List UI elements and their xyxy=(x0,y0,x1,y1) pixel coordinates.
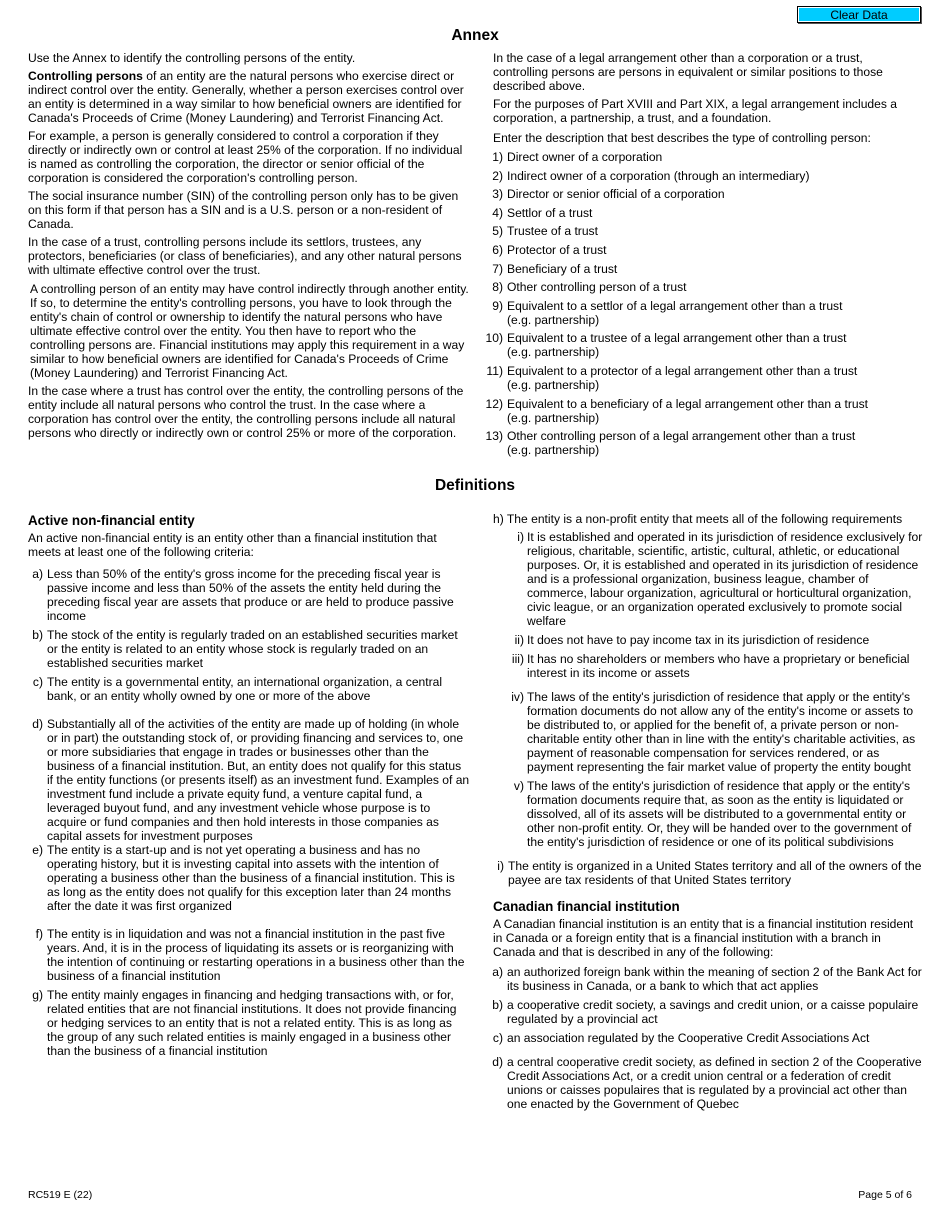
list-item: 2) Indirect owner of a corporation (through an intermediary) xyxy=(492,168,810,183)
annex-title: Annex xyxy=(451,27,499,44)
us-territory-list xyxy=(485,859,923,887)
annex-trust-paragraph: In the case of a trust, controlling persons include its settlors, trustees, any protectors, beneficiaries (or class of beneficiaries), and any other natural persons with ultimate effective control over the trust. xyxy=(28,235,462,277)
list-item: 11) Equivalent to a protector of a legal arrangement other than a trust (e.g. partnership) xyxy=(486,363,858,392)
list-item: i) It is established and operated in its jurisdiction of residence exclusively for religious, charitable, scientific, artistic, cultural, athletic, or educational purposes. Or, it is established and operated in its jurisdiction of residence and is a professional organization, business league, chamber of commerce, labour organization, agricultural or horticultural organization, civic league, or an organization operated exclusively to promote social welfare xyxy=(517,530,923,628)
canadian-fi-intro: A Canadian financial institution is an entity that is a financial institution resident in Canada or a foreign entity that is a financial institution with a branch in Canada and that is described in any of the following: xyxy=(493,917,914,959)
list-item: 5) Trustee of a trust xyxy=(492,224,598,239)
annex-trust-control-paragraph: In the case where a trust has control over the entity, the controlling persons of the entity include all natural persons who control the trust. In the case where a corporation has control over the entity, the controlling persons include all natural persons who directly or indirectly own or control 25% or more of the corporation. xyxy=(28,384,464,440)
annex-intro: Use the Annex to identify the controlling persons of the entity. xyxy=(28,51,356,65)
list-item: 4) Settlor of a trust xyxy=(492,205,593,220)
page-number: Page 5 of 6 xyxy=(858,1189,912,1201)
annex-legal-arrangement-paragraph: In the case of a legal arrangement other than a corporation or a trust, controlling persons are persons in equivalent or similar positions to those described above. xyxy=(493,51,883,93)
list-item: b) The stock of the entity is regularly traded on an established securities market or the entity is related to an entity whose stock is regularly traded on an established securities market xyxy=(32,628,458,670)
list-item: 3) Director or senior official of a corporation xyxy=(492,187,725,202)
list-item: f) The entity is in liquidation and was not a financial institution in the past five years. And, it is in the process of liquidating its assets or is reorganizing with the intention of continuing or restarting operations in a business other than the business of a financial institution xyxy=(35,927,465,983)
list-item: c) The entity is a governmental entity, an international organization, a central bank, or an entity wholly owned by one or more of the above xyxy=(32,675,443,703)
list-item: 13) Other controlling person of a legal arrangement other than a trust (e.g. partnership) xyxy=(485,429,856,458)
list-item: a) Less than 50% of the entity's gross income for the preceding fiscal year is passive income and less than 50% of the assets the entity held during the preceding fiscal year are assets that produce or are held to produce passive income xyxy=(32,567,454,623)
list-item: 8) Other controlling person of a trust xyxy=(492,280,687,295)
controlling-persons-definition xyxy=(28,69,470,125)
list-item: v) The laws of the entity's jurisdiction of residence that apply or the entity's formation documents require that, as soon as the entity is liquidated or dissolved, all of its assets will be distributed to a governmental entity or other non-profit entity. Or, they will be handed over to the government of the entity's jurisdiction of residence or one of its political subdivisions xyxy=(513,779,912,849)
canadian-fi-list xyxy=(484,965,923,1111)
list-item: ii) It does not have to pay income tax in its jurisdiction of residence xyxy=(514,633,870,647)
list-item: 12) Equivalent to a beneficiary of a legal arrangement other than a trust (e.g. partnership) xyxy=(485,396,869,425)
list-item: e) The entity is a start-up and is not yet operating a business and has no operating history, but it is investing capital into assets with the intention of operating a business other than the business of a financial institution. This is as long as the entity does not qualify for this exception later than 24 months after the date it was first organized xyxy=(32,843,455,913)
definitions-title: Definitions xyxy=(434,477,516,494)
canadian-fi-heading: Canadian financial institution xyxy=(493,899,680,914)
list-item: iii) It has no shareholders or members who have a proprietary or beneficial interest in its income or assets xyxy=(511,652,910,680)
definitions-left-column xyxy=(28,513,470,1063)
list-item: 7) Beneficiary of a trust xyxy=(492,261,618,276)
list-item: 6) Protector of a trust xyxy=(492,242,607,257)
annex-enter-description: Enter the description that best describes the type of controlling person: xyxy=(493,131,871,145)
non-profit-item-label: h) The entity is a non-profit entity that meets all of the following requirements xyxy=(493,512,903,526)
list-item: d) a central cooperative credit society, as defined in section 2 of the Cooperative Credit Associations Act, or a credit union central or a federation of credit unions or caisses populaires that is regulated by a provincial act other than one enacted by the Government of Quebec xyxy=(492,1055,922,1111)
annex-right-column xyxy=(485,51,913,462)
annex-left-column xyxy=(28,51,470,444)
active-nfe-intro: An active non-financial entity is an entity other than a financial institution that meets at least one of the following criteria: xyxy=(28,531,437,559)
form-identifier: RC519 E (22) xyxy=(28,1189,93,1201)
annex-corporation-paragraph: For example, a person is generally considered to control a corporation if they directly or indirectly own or control at least 25% of the corporation. If no individual is named as controlling the corporation, the director or senior official of the corporation is considered the corporation's controlling person. xyxy=(28,129,463,185)
controlling-persons-term: Controlling persons xyxy=(28,69,143,83)
annex-indirect-control-paragraph: A controlling person of an entity may have control indirectly through another entity. If so, to determine the entity's controlling persons, you have to look through the entity's chain of control or ownership to identify the natural persons who have ultimate effective control over the entity. You then have to report who the controlling persons are. Financial institutions may apply this requirement in a way similar to how beneficial owners are identified for Canada's Proceeds of Crime (Money Laundering) and Terrorist Financing Act. xyxy=(30,282,469,380)
list-item: b) a cooperative credit society, a savings and credit union, or a caisse populaire regulated by a provincial act xyxy=(492,998,919,1026)
list-item: iv) The laws of the entity's jurisdiction of residence that apply or the entity's formation documents do not allow any of the entity's income or assets to be distributed to, or applied for the benefit of, a private person or non-charitable entity other than in line with the entity's charitable activities, as payment of reasonable compensation for services rendered, or as payment representing the fair market value of property the entity bought xyxy=(511,690,916,774)
list-item: 9) Equivalent to a settlor of a legal arrangement other than a trust (e.g. partnership) xyxy=(492,298,843,327)
list-item: c) an association regulated by the Cooperative Credit Associations Act xyxy=(492,1031,870,1045)
list-item: a) an authorized foreign bank within the meaning of section 2 of the Bank Act for its business in Canada, or a bank to which that act applies xyxy=(492,965,922,993)
controlling-person-types-list xyxy=(485,150,913,457)
definitions-right-column xyxy=(493,512,923,1116)
active-nfe-criteria-list xyxy=(24,567,470,1058)
list-item: d) Substantially all of the activities of the entity are made up of holding (in whole or in part) the outstanding stock of, or providing financing and services to, one or more subsidiaries that engage in trades or businesses other than the business of a financial institution. But, an entity does not qualify for this status if the entity functions (or presents itself) as an investment fund. Examples of an investment fund include a private equity fund, a venture capital fund, a leveraged buyout fund, and any investment vehicle whose purpose is to acquire or fund companies and then hold interests in those companies as capital assets for investment purposes xyxy=(32,717,470,843)
active-nfe-heading: Active non-financial entity xyxy=(28,513,195,528)
annex-sin-paragraph: The social insurance number (SIN) of the controlling person only has to be given on this form if that person has a SIN and is a U.S. person or a non-resident of Canada. xyxy=(28,189,459,231)
annex-part-xviii-paragraph: For the purposes of Part XVIII and Part XIX, a legal arrangement includes a corporation, a partnership, a trust, and a foundation. xyxy=(493,97,898,125)
list-item: i) The entity is organized in a United States territory and all of the owners of the payee are tax residents of that United States territory xyxy=(497,859,922,887)
non-profit-requirements-list xyxy=(493,530,923,849)
list-item: 10) Equivalent to a trustee of a legal arrangement other than a trust (e.g. partnership) xyxy=(485,331,847,360)
list-item: g) The entity mainly engages in financing and hedging transactions with, or for, related entities that are not financial institutions. It does not provide financing or hedging services to an entity that is not a related entity. This is as long as the group of any such related entities is mainly engaged in a business other than the business of a financial institution xyxy=(32,988,457,1058)
controlling-persons-text: of an entity are the natural persons who exercise direct or indirect control over the entity. Generally, whether a person exercises control over an entity is determined in a way similar to how beneficial owners are identified for Canada's Proceeds of Crime (Money Laundering) and Terrorist Financing Act. xyxy=(28,69,464,125)
clear-data-button[interactable]: Clear Data xyxy=(797,6,921,23)
list-item: 1) Direct owner of a corporation xyxy=(492,150,663,164)
